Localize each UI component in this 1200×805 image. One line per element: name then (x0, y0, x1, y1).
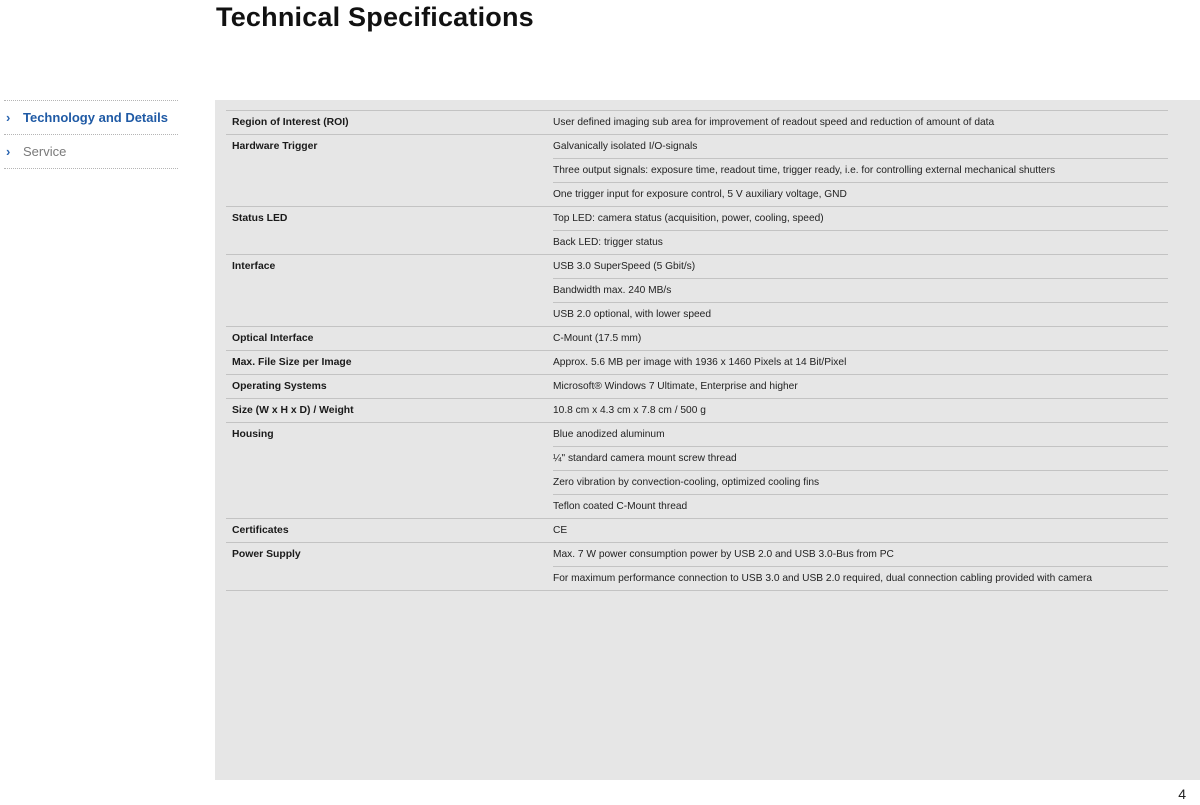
spec-value: Teflon coated C-Mount thread (553, 494, 1168, 518)
spec-value: Galvanically isolated I/O-signals (553, 141, 698, 152)
spec-row (226, 399, 1168, 423)
spec-values (553, 327, 1168, 350)
spec-row (226, 351, 1168, 375)
spec-value: USB 3.0 SuperSpeed (5 Gbit/s) (553, 261, 696, 272)
spec-value: CE (553, 525, 568, 536)
spec-value: Three output signals: exposure time, readout time, trigger ready, i.e. for controlling external mechanical shutters (553, 158, 1168, 182)
spec-row (226, 111, 1168, 135)
spec-row (226, 375, 1168, 399)
spec-values (553, 543, 1168, 590)
spec-value: Back LED: trigger status (553, 230, 1168, 254)
spec-row (226, 255, 1168, 327)
spec-row (226, 207, 1168, 255)
page-number: 4 (1178, 786, 1186, 802)
spec-value: 10.8 cm x 4.3 cm x 7.8 cm / 500 g (553, 405, 706, 416)
spec-key: Size (W x H x D) / Weight (232, 405, 354, 416)
spec-values (553, 207, 1168, 254)
spec-value: ¼" standard camera mount screw thread (553, 446, 1168, 470)
spec-key: Power Supply (232, 549, 301, 560)
page-title: Technical Specifications (216, 2, 534, 32)
sidebar-item-label: Service (23, 144, 67, 159)
spec-values (553, 111, 1168, 134)
spec-key: Certificates (232, 525, 289, 536)
spec-value: Top LED: camera status (acquisition, power, cooling, speed) (553, 213, 824, 224)
sidebar-item-service[interactable] (4, 135, 178, 169)
chevron-right-icon: › (6, 110, 11, 125)
spec-value: Bandwidth max. 240 MB/s (553, 278, 1168, 302)
spec-value: C-Mount (17.5 mm) (553, 333, 642, 344)
spec-values (553, 255, 1168, 326)
spec-value: For maximum performance connection to USB 3.0 and USB 2.0 required, dual connection cabling provided with camera (553, 566, 1168, 590)
spec-key: Hardware Trigger (232, 141, 318, 152)
spec-values (553, 423, 1168, 518)
spec-row (226, 135, 1168, 207)
spec-value: User defined imaging sub area for improvement of readout speed and reduction of amount of data (553, 117, 995, 128)
sidebar-nav (4, 100, 178, 169)
spec-value: Max. 7 W power consumption power by USB 2.0 and USB 3.0-Bus from PC (553, 549, 894, 560)
spec-values (553, 351, 1168, 374)
spec-value: One trigger input for exposure control, 5 V auxiliary voltage, GND (553, 182, 1168, 206)
spec-key: Operating Systems (232, 381, 327, 392)
spec-key: Region of Interest (ROI) (232, 117, 349, 128)
spec-key: Housing (232, 429, 274, 440)
spec-values (553, 375, 1168, 398)
spec-values (553, 135, 1168, 206)
spec-value: Approx. 5.6 MB per image with 1936 x 1460 Pixels at 14 Bit/Pixel (553, 357, 847, 368)
spec-key: Status LED (232, 213, 288, 224)
spec-key: Optical Interface (232, 333, 314, 344)
sidebar-item-label: Technology and Details (23, 110, 168, 125)
spec-row (226, 519, 1168, 543)
spec-table (226, 110, 1168, 591)
spec-values (553, 519, 1168, 542)
spec-values (553, 399, 1168, 422)
spec-row (226, 423, 1168, 519)
spec-value: USB 2.0 optional, with lower speed (553, 302, 1168, 326)
spec-value: Blue anodized aluminum (553, 429, 665, 440)
content-panel (215, 100, 1200, 780)
spec-value: Microsoft® Windows 7 Ultimate, Enterprise and higher (553, 381, 798, 392)
sidebar-item-technology-and-details[interactable] (4, 101, 178, 135)
spec-row (226, 543, 1168, 591)
spec-row (226, 327, 1168, 351)
chevron-right-icon: › (6, 144, 11, 159)
spec-key: Max. File Size per Image (232, 357, 352, 368)
spec-key: Interface (232, 261, 276, 272)
spec-value: Zero vibration by convection-cooling, optimized cooling fins (553, 470, 1168, 494)
